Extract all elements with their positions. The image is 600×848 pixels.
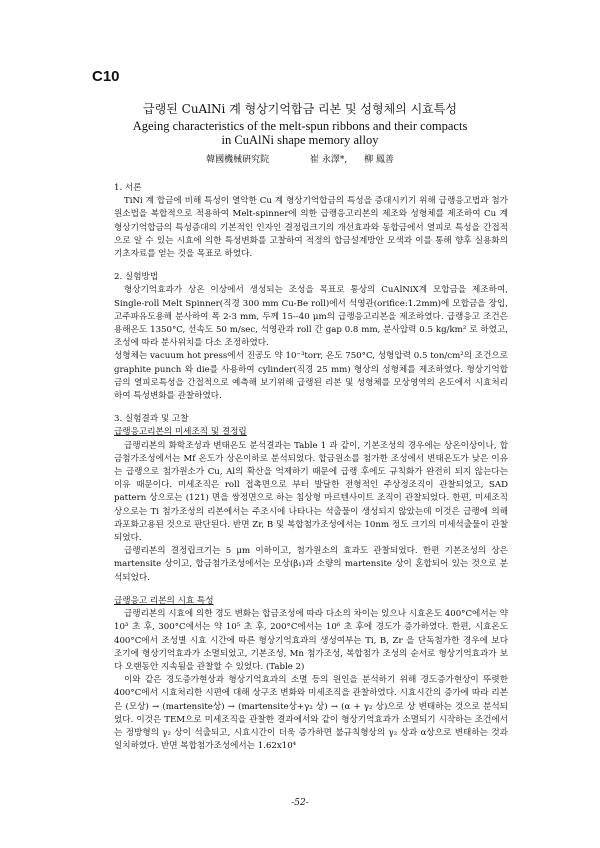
body-text — [114, 182, 508, 753]
page-number: -52- — [291, 798, 309, 808]
paragraph: TiNi 계 합금에 비해 특성이 열악한 Cu 계 형상기억합금의 특성을 증대시키기 위해 급랭응고법과 첨가원소법을 복합적으로 적용하여 Melt-spinner에 의한 급랭응고리본의 제조와 성형체를 제조하여 Cu 계 형상기억합금의 특성증대의 기본적인 인자인 결정립크기의 개선효과와 동합금에서 열피로 특성을 간접적으로 알 수 있는 시효에 의한 특성변화를 고찰하여 적정의 합금설계방안 모색과 이를 통해 향후 실용화의 기초자료를 얻는 것을 목표로 하였다. — [114, 196, 508, 260]
paragraph: 급랭리본의 결정립크기는 5 μm 이하이고, 첨가원소의 효과도 관찰되었다. 한편 기본조성의 상은 martensite 상이고, 합금첨가조성에서는 모상(β₁)과 소량의 martensite 상이 혼합되어 있는 것으로 분석되었다. — [114, 546, 508, 583]
subsection-heading: 급랭응고 리본의 시효 특성 — [114, 595, 214, 606]
section-heading: 1. 서론 — [114, 183, 142, 193]
subsection-heading: 급랭응고리본의 미세조직 및 결정립 — [114, 427, 247, 438]
paragraph: 성형체는 vacuum hot press에서 진공도 약 10⁻³torr, 온도 750°C, 성형압력 0.5 ton/cm²의 조건으로 graphite punch 와 die를 사용하여 cylinder(직경 25 mm) 형상의 성형체를 제조하였다. 형상기억합금의 열피로특성을 간접적으로 예측해 보기위해 급랭된 리본 및 성형체를 모상영역의 온도에서 시효처리하여 특성변화를 관찰하였다. — [114, 351, 508, 402]
affiliation: 韓國機械硏究院 — [206, 155, 270, 165]
author-1: 崔 永澤*, — [309, 155, 348, 165]
paragraph: 이와 같은 경도증가현상과 형상기억효과의 소멸 등의 원인을 분석하기 위해 경도증가현상이 뚜렷한 400°C에서 시효처리한 시편에 대해 상구조 변화와 미세조직을 관찰하였다. 시효시간의 증가에 따라 리본은 (모상) → (martensite상) → (martensite상+γ₂ 상) → (α + γ₂ 상)으로 상 변태하는 것으로 분석되었다. 이것은 TEM으로 미세조직을 관찰한 결과에서와 같이 형상기억효과가 소멸되기 시작하는 조건에서는 정방형의 γ₂ 상이 석출되고, 시효시간이 더욱 증가하면 불규칙형상의 γ₂ 상과 α상으로 변태하는 것과 일치하였다. 반면 복합첨가조성에서는 1.62x10⁴ — [114, 675, 508, 752]
paper-code: C10 — [92, 68, 120, 85]
section-heading: 2. 실험방법 — [114, 272, 159, 283]
paragraph: 급랭리본의 화학조성과 변태온도 분석결과는 Table 1 과 같이, 기본조성의 경우에는 상온이상이나, 합금첨가조성에서는 Mf 온도가 상온이하로 분석되었다. 합금원소를 첨가한 조성에서 변태온도가 낮은 이유는 급랭으로 첨가원소가 Cu, Al의 확산을 억제하기 때문에 급랭 후에도 규칙화가 완전히 되지 않는다는 이유 때문이다. 미세조직은 roll 접촉면으로 부터 발달한 전형적인 주상정조직이 관찰되었고, SAD pattern 상으로는 (121) 면을 쌍정면으로 하는 침상형 마르텐사이트 조직이 관찰되었다. 한편, 미세조직상으로는 Ti 첨가조성의 리본에서는 주조시에 나타나는 석출물이 생성되지 않았는데 이것은 급랭에 의해 과포화고용된 것으로 판단된다. 반면 Zr, B 및 복합첨가조성에서는 10nm 정도 크기의 미세석출물이 관찰되었다. — [114, 440, 508, 544]
author-2: 柳 鳳善 — [364, 155, 394, 165]
title-korean: 급랭된 CuAlNi 계 형상기억합금 리본 및 성형체의 시효특성 — [143, 102, 457, 116]
title-block — [0, 100, 600, 147]
author-line — [0, 152, 600, 165]
paragraph: 형상기억효과가 상온 이상에서 생성되는 조성을 목표로 통상의 CuAlNiX계 모합금을 제조하여, Single-roll Melt Spinner(직경 300 mm Cu-Be roll)에서 석영관(orifice:1.2mm)에 모합금을 장입, 고주파유도용해 분사하여 폭 2-3 mm, 두께 15--40 μm의 급랭응고리본을 제조하였다. 급랭응고 조건은 용해온도 1350°C, 선속도 50 m/sec, 석영관과 roll 간 gap 0.8 mm, 분사압력 0.5 kg/km² 로 하였고, 조성에 따라 분사위치를 다소 조정하였다. — [114, 285, 508, 349]
title-english-line-1: Ageing characteristics of the melt-spun ribbons and their compacts — [132, 119, 468, 133]
section-heading: 3. 실험결과 및 고찰 — [114, 414, 189, 425]
paragraph: 급랭리본의 시효에 의한 경도 변화는 합금조성에 따라 다소의 차이는 있으나 시효온도 400°C에서는 약 10³ 초 후, 300°C에서는 약 10⁵ 초 후, 200°C에서는 10⁶ 초 후에 경도가 증가하였다. 한편, 시효온도 400°C에서 조성별 시효 시간에 따른 형상기억효과의 생성여부는 Ti, B, Zr 을 단독첨가한 경우에 보다 조기에 형상기억효과가 소멸되었고, 기본조성, Mn 첨가조성, 복합첨가 조성의 순서로 형상기억효과가 보다 오랜동안 지속됨을 관찰할 수 있었다. (Table 2) — [114, 609, 508, 672]
title-english-line-2: in CuAlNi shape memory alloy — [221, 133, 379, 147]
